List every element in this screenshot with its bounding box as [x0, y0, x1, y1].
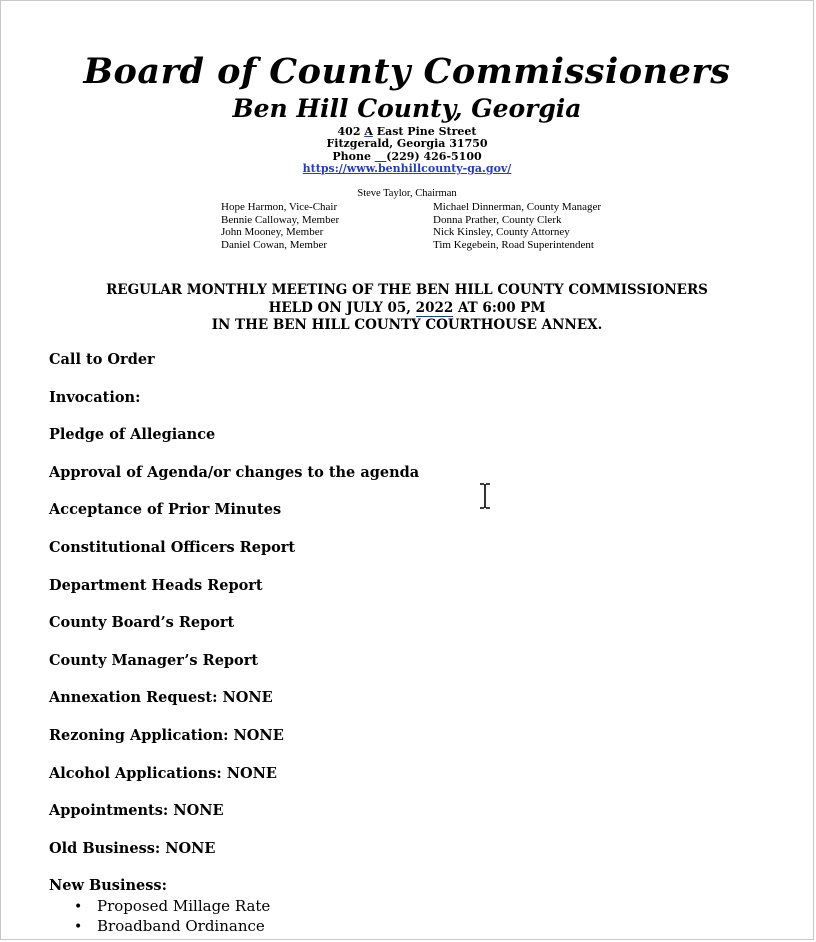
- roster-staff: [433, 201, 601, 251]
- agenda-item: Annexation Request: NONE: [49, 689, 273, 707]
- agenda-item: Rezoning Application: NONE: [49, 726, 284, 744]
- agenda-item: Alcohol Applications: NONE: [49, 764, 277, 782]
- roster-staff-member: Tim Kegebein, Road Superintendent: [433, 238, 594, 251]
- new-business-list: [74, 896, 270, 936]
- meeting-line-1: REGULAR MONTHLY MEETING OF THE BEN HILL COUNTY COMMISSIONERS: [106, 282, 708, 298]
- bullet-icon: •: [74, 899, 83, 915]
- roster-member: Hope Harmon, Vice-Chair: [221, 201, 338, 213]
- agenda-item: Old Business: NONE: [49, 839, 216, 857]
- agenda-item: Appointments: NONE: [49, 802, 224, 820]
- new-business-item: • Broadband Ordinance: [74, 917, 265, 935]
- website-line: [1, 163, 813, 176]
- agenda-item: Department Heads Report: [49, 576, 263, 594]
- agenda-item: County Board’s Report: [49, 614, 235, 632]
- agenda-item: Invocation:: [49, 388, 141, 406]
- document-subtitle: Ben Hill County, Georgia: [232, 94, 582, 123]
- roster-member: Bennie Calloway, Member: [221, 213, 340, 226]
- bullet-icon: •: [74, 919, 83, 935]
- agenda-item: Constitutional Officers Report: [49, 538, 296, 556]
- roster-member: John Mooney, Member: [221, 226, 324, 238]
- text-cursor-icon: [478, 483, 492, 513]
- meeting-heading: [1, 282, 813, 335]
- agenda-item: Acceptance of Prior Minutes: [49, 501, 282, 519]
- street-address: 402 A East Pine Street: [337, 125, 477, 138]
- roster-staff-member: Nick Kinsley, County Attorney: [433, 226, 570, 238]
- agenda-list: [49, 350, 419, 876]
- document-title: Board of County Commissioners: [83, 51, 731, 92]
- agenda-item: County Manager’s Report: [49, 651, 259, 669]
- roster-staff-member: Donna Prather, County Clerk: [433, 213, 562, 226]
- meeting-line-3: IN THE BEN HILL COUNTY COURTHOUSE ANNEX.: [211, 317, 603, 333]
- roster-member: Daniel Cowan, Member: [221, 238, 327, 251]
- agenda-item: Approval of Agenda/or changes to the agenda: [49, 463, 420, 481]
- new-business-heading: New Business:: [49, 877, 167, 894]
- agenda-item: Call to Order: [49, 351, 155, 368]
- phone-line: Phone (229) 426-5100: [332, 150, 482, 163]
- agenda-item: Pledge of Allegiance: [49, 426, 216, 444]
- meeting-line-2: HELD ON JULY 05, 2022 AT 6:00 PM: [268, 299, 546, 316]
- new-business-item: • Proposed Millage Rate: [74, 897, 271, 915]
- chairman-name: Steve Taylor, Chairman: [357, 188, 457, 199]
- roster-staff-member: Michael Dinnerman, County Manager: [433, 201, 602, 213]
- website-link[interactable]: https://www.benhillcounty-ga.gov/: [302, 162, 512, 175]
- city-address: Fitzgerald, Georgia 31750: [326, 137, 488, 150]
- meeting-year: 2022: [415, 299, 454, 316]
- roster-members: [221, 201, 339, 251]
